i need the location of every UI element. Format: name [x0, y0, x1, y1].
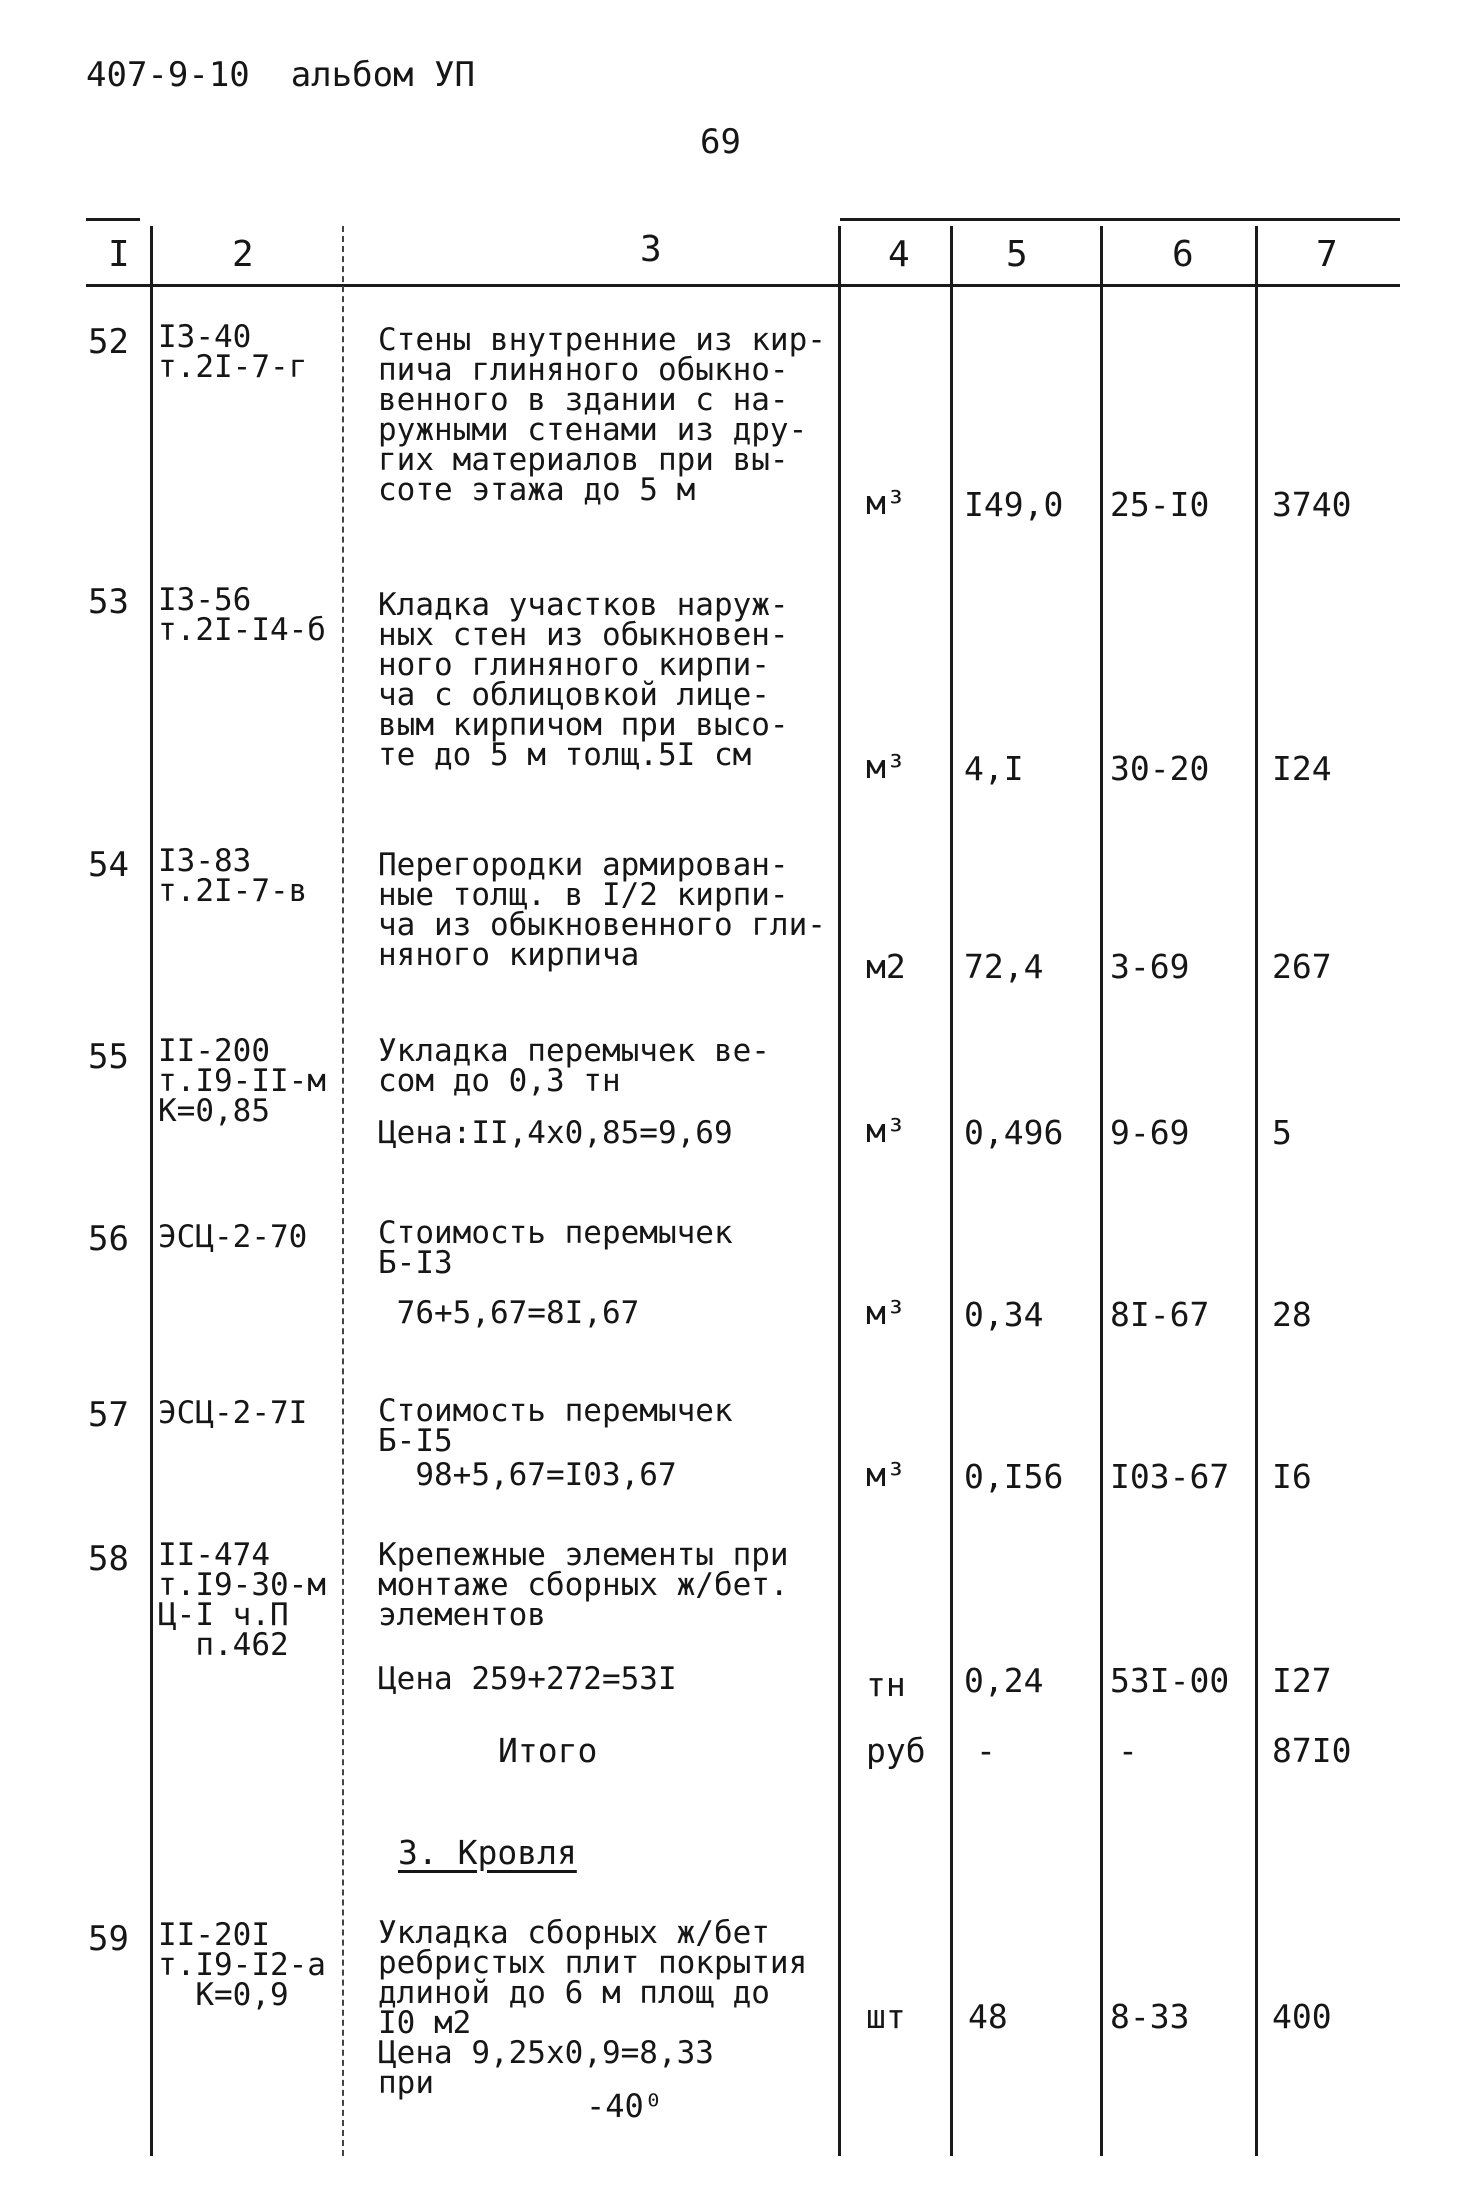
norm-code: ЭСЦ-2-70 [158, 1219, 308, 1255]
price-calculation: 76+5,67=8I,67 [378, 1295, 640, 1331]
document-reference: 407-9-10 альбом УП [86, 55, 475, 95]
row-number: 58 [88, 1539, 129, 1579]
norm-code: I3-83 т.2I-7-в [158, 843, 308, 909]
work-description: Стоимость перемычек Б-I5 [378, 1393, 733, 1459]
quantity: 4,I [964, 749, 1024, 788]
work-description: Укладка перемычек ве- сом до 0,3 тн [378, 1033, 770, 1099]
col-header-2: 2 [232, 234, 254, 275]
column-divider [1100, 226, 1103, 2156]
subtotal-total: 87I0 [1272, 1731, 1352, 1770]
unit-price: 3-69 [1110, 947, 1190, 986]
work-description: Перегородки армирован- ные толщ. в I/2 кирпи- ча из обыкновенного гли- няного кирпича [378, 847, 826, 973]
price-calculation: Цена 259+272=53I [378, 1661, 677, 1697]
unit-price: 53I-00 [1110, 1661, 1230, 1700]
unit: м³ [866, 1455, 906, 1494]
norm-code: I3-40 т.2I-7-г [158, 319, 308, 385]
col-header-7: 7 [1316, 234, 1338, 275]
norm-code: II-474 т.I9-30-м Ц-I ч.П п.462 [158, 1537, 326, 1663]
unit: м³ [866, 1293, 906, 1332]
section-heading: 3. Кровля [398, 1833, 577, 1872]
row-number: 59 [88, 1919, 129, 1959]
table-top-rule [86, 218, 140, 221]
total-cost: I24 [1272, 749, 1332, 788]
work-description: Стоимость перемычек Б-I3 [378, 1215, 733, 1281]
quantity: 0,I56 [964, 1457, 1064, 1496]
unit-price: 8I-67 [1110, 1295, 1210, 1334]
row-number: 56 [88, 1219, 129, 1259]
total-cost: 3740 [1272, 485, 1352, 524]
total-cost: I27 [1272, 1661, 1332, 1700]
unit: м³ [866, 1111, 906, 1150]
total-cost: 5 [1272, 1113, 1292, 1152]
unit: м³ [866, 747, 906, 786]
norm-code: I3-56 т.2I-I4-б [158, 582, 326, 648]
col-header-6: 6 [1172, 234, 1194, 275]
price-calculation: Цена:II,4х0,85=9,69 [378, 1115, 733, 1151]
row-number: 54 [88, 845, 129, 885]
subtotal-unit: руб [866, 1731, 926, 1770]
quantity: 72,4 [964, 947, 1044, 986]
col-header-3: 3 [640, 229, 662, 270]
footer-page-mark: -40⁰ [586, 2087, 664, 2125]
norm-code: II-20I т.I9-I2-а К=0,9 [158, 1917, 326, 2013]
column-divider [150, 226, 153, 2156]
quantity: I49,0 [964, 485, 1064, 524]
unit-price: 8-33 [1110, 1997, 1190, 2036]
unit-price: I03-67 [1110, 1457, 1230, 1496]
total-cost: 267 [1272, 947, 1332, 986]
row-number: 57 [88, 1395, 129, 1435]
unit: шт [866, 1997, 906, 2036]
col-header-1: I [108, 234, 130, 275]
unit: м³ [866, 483, 906, 522]
work-description: Крепежные элементы при монтаже сборных ж/бет. элементов [378, 1537, 789, 1633]
column-divider [838, 226, 841, 2156]
page-number: 69 [700, 122, 741, 162]
unit: тн [866, 1665, 906, 1704]
column-divider [950, 226, 953, 2156]
subtotal-qty: - [976, 1731, 996, 1770]
quantity: 0,24 [964, 1661, 1044, 1700]
norm-code: ЭСЦ-2-7I [158, 1395, 308, 1431]
column-divider [342, 226, 346, 2156]
quantity: 0,34 [964, 1295, 1044, 1334]
table-top-rule [840, 218, 1400, 221]
quantity: 0,496 [964, 1113, 1064, 1152]
total-cost: I6 [1272, 1457, 1312, 1496]
header-bottom-rule [86, 284, 1400, 287]
unit-price: 25-I0 [1110, 485, 1210, 524]
price-calculation: 98+5,67=I03,67 [378, 1457, 677, 1493]
quantity: 48 [968, 1997, 1008, 2036]
total-cost: 400 [1272, 1997, 1332, 2036]
unit-price: 9-69 [1110, 1113, 1190, 1152]
col-header-4: 4 [888, 234, 910, 275]
row-number: 55 [88, 1037, 129, 1077]
subtotal-label: Итого [498, 1731, 598, 1770]
work-description: Кладка участков наруж- ных стен из обыкновен- ного глиняного кирпи- ча с облицовкой лице- вым кирпичом при высо- те до 5 м толщ.5I см [378, 587, 789, 773]
total-cost: 28 [1272, 1295, 1312, 1334]
row-number: 53 [88, 582, 129, 622]
work-description: Укладка сборных ж/бет ребристых плит покрытия длиной до 6 м площ до I0 м2 Цена 9,25х0,9=8,33 при [378, 1915, 808, 2101]
unit: м2 [866, 947, 906, 986]
work-description: Стены внутренние из кир- пича глиняного обыкно- венного в здании с на- ружными стенами из дру- гих материалов при вы- соте этажа до 5 м [378, 322, 826, 508]
norm-code: II-200 т.I9-II-м К=0,85 [158, 1033, 326, 1129]
unit-price: 30-20 [1110, 749, 1210, 788]
subtotal-price: - [1118, 1731, 1138, 1770]
col-header-5: 5 [1006, 234, 1028, 275]
row-number: 52 [88, 322, 129, 362]
column-divider [1255, 226, 1258, 2156]
